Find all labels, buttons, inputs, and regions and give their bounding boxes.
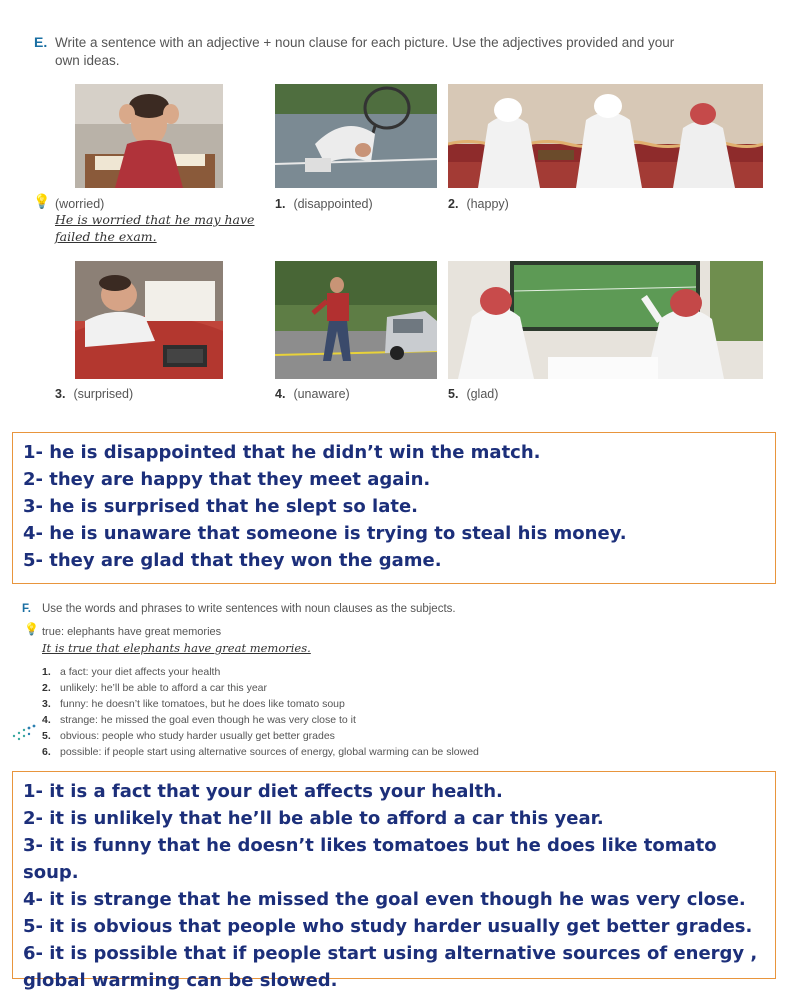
- decorative-dots-icon: [10, 722, 50, 742]
- answer-e-4: 4- he is unaware that someone is trying to steal his money.: [23, 523, 627, 544]
- item-text: obvious: people who study harder usually get better grades: [60, 730, 335, 742]
- answer-e-1: 1- he is disappointed that he didn’t win the match.: [23, 442, 541, 463]
- f-example-prompt: true: elephants have great memories: [42, 626, 222, 638]
- section-f-instruction: Use the words and phrases to write sentences with noun clauses as the subjects.: [42, 603, 456, 615]
- caption-4: [275, 387, 350, 401]
- lightbulb-icon: 💡: [33, 193, 51, 209]
- answer-f-1: 1- it is a fact that your diet affects your health.: [23, 781, 503, 802]
- item-text: strange: he missed the goal even though he was very close to it: [60, 714, 356, 726]
- item-text: unlikely: he’ll be able to afford a car this year: [60, 682, 268, 694]
- caption-adjective: (disappointed): [293, 197, 373, 211]
- answer-f-4: 4- it is strange that he missed the goal even though he was very close.: [23, 889, 746, 910]
- caption-adjective: (happy): [466, 197, 509, 211]
- list-item: [42, 712, 479, 728]
- photo-surprised-man: [75, 261, 223, 379]
- answer-e-3: 3- he is surprised that he slept so late.: [23, 496, 418, 517]
- answer-f-5: 5- it is obvious that people who study harder usually get better grades.: [23, 916, 753, 937]
- answer-box-e: [12, 432, 776, 584]
- caption-3: [55, 387, 133, 401]
- photo-disappointed-tennis: [275, 84, 437, 188]
- item-number: 5.: [42, 730, 51, 742]
- photo-worried-student: [75, 84, 223, 188]
- caption-adjective: (surprised): [73, 387, 134, 401]
- item-number: 4.: [42, 714, 51, 726]
- answer-f-2: 2- it is unlikely that he’ll be able to afford a car this year.: [23, 808, 604, 829]
- answer-f-3: 3- it is funny that he doesn’t likes tomatoes but he does like tomato soup.: [23, 835, 717, 883]
- f-item-list: [42, 664, 479, 760]
- lightbulb-icon: 💡: [24, 622, 39, 636]
- list-item: [42, 664, 479, 680]
- caption-number: 3.: [55, 387, 66, 401]
- example-adjective: (worried): [55, 197, 105, 211]
- caption-5: [448, 387, 498, 401]
- item-text: funny: he doesn’t like tomatoes, but he does like tomato soup: [60, 698, 345, 710]
- answer-box-f: [12, 771, 776, 991]
- caption-1: [275, 197, 373, 211]
- item-number: 6.: [42, 746, 51, 758]
- example-answer: He is worried that he may have failed the exam.: [55, 212, 255, 244]
- caption-number: 2.: [448, 197, 459, 211]
- list-item: [42, 728, 479, 744]
- section-f-letter: F.: [22, 603, 31, 615]
- caption-number: 1.: [275, 197, 286, 211]
- item-number: 1.: [42, 666, 51, 678]
- caption-number: 4.: [275, 387, 286, 401]
- item-text: possible: if people start using alternative sources of energy, global warming can be slowed: [60, 746, 479, 758]
- caption-2: [448, 197, 509, 211]
- item-number: 3.: [42, 698, 51, 710]
- section-e-instruction: Write a sentence with an adjective + noun clause for each picture. Use the adjectives provided and your own ideas.: [55, 35, 675, 68]
- caption-number: 5.: [448, 387, 459, 401]
- item-number: 2.: [42, 682, 51, 694]
- item-text: a fact: your diet affects your health: [60, 666, 221, 678]
- photo-happy-men: [448, 84, 763, 188]
- photo-unaware-man: [275, 261, 437, 379]
- f-example-answer: It is true that elephants have great memories.: [42, 641, 311, 655]
- photo-glad-men: [448, 261, 763, 379]
- list-item: [42, 696, 479, 712]
- answer-e-2: 2- they are happy that they meet again.: [23, 469, 431, 490]
- answer-e-5: 5- they are glad that they won the game.: [23, 550, 442, 571]
- caption-adjective: (unaware): [293, 387, 350, 401]
- list-item: [42, 680, 479, 696]
- caption-adjective: (glad): [466, 387, 499, 401]
- section-e-letter: E.: [34, 34, 48, 50]
- list-item: [42, 744, 479, 760]
- answer-f-6: 6- it is possible that if people start using alternative sources of energy , global warming can be slowed.: [23, 943, 758, 991]
